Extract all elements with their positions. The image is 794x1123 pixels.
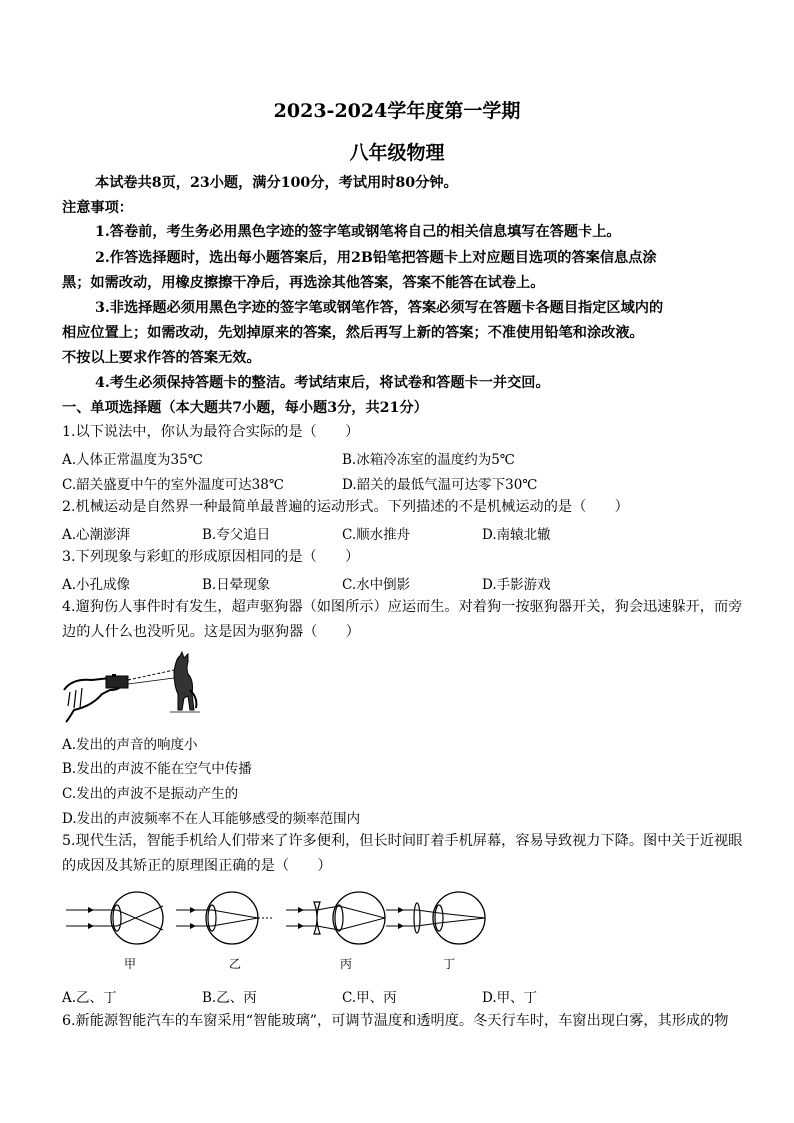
notice-line-7: 4.考生必须保持答题卡的整洁。考试结束后，将试卷和答题卡一并交回。	[95, 375, 550, 391]
page-title: 2023-2024学年度第一学期	[273, 100, 521, 122]
dog-repeller-illustration	[62, 650, 202, 725]
notice-line-1: 1.答卷前，考生务必用黑色字迹的签字笔或钢笔将自己的相关信息填写在答题卡上。	[95, 224, 621, 240]
q1-option-a: A.人体正常温度为35℃	[62, 452, 203, 468]
q6-stem-line-1: 6.新能源智能汽车的车窗采用“智能玻璃”，可调节温度和透明度。冬天行车时，车窗出现白雾，其形成的物	[62, 1013, 729, 1029]
q2-option-c: C.顺水推舟	[342, 527, 411, 543]
exam-intro: 本试卷共8页，23小题，满分100分，考试用时80分钟。	[95, 175, 458, 191]
eye-diagram-bing	[284, 888, 396, 948]
notice-line-3: 黑；如需改动，用橡皮擦擦干净后，再选涂其他答案，答案不能答在试卷上。	[62, 275, 545, 291]
page-subtitle: 八年级物理	[349, 142, 445, 164]
fig-label-yi: 乙	[229, 957, 242, 971]
eye-diagram-ding	[384, 888, 496, 948]
q5-option-d: D.甲、丁	[482, 990, 538, 1006]
q4-option-a: A.发出的声音的响度小	[62, 737, 198, 753]
fig-label-ding: 丁	[443, 957, 456, 971]
q3-stem: 3.下列现象与彩虹的形成原因相同的是（ ）	[62, 549, 360, 565]
q1-stem: 1.以下说法中，你认为最符合实际的是（ ）	[62, 424, 360, 440]
eye-diagram-yi	[172, 888, 282, 948]
q3-option-d: D.手影游戏	[482, 577, 551, 593]
notice-line-5: 相应位置上；如需改动，先划掉原来的答案，然后再写上新的答案；不准使用铅笔和涂改液。	[62, 325, 644, 341]
notice-line-6: 不按以上要求作答的答案无效。	[62, 350, 261, 366]
q4-stem-line-1: 4.遛狗伤人事件时有发生，超声驱狗器（如图所示）应运而生。对着狗一按驱狗器开关，狗会迅速躲开，而旁	[62, 599, 743, 615]
fig-label-bing: 丙	[340, 957, 353, 971]
q4-option-c: C.发出的声波不是振动产生的	[62, 786, 239, 802]
q2-option-b: B.夸父追日	[202, 527, 271, 543]
q4-option-d: D.发出的声波频率不在人耳能够感受的频率范围内	[62, 811, 361, 827]
q5-option-c: C.甲、丙	[342, 990, 397, 1006]
q3-option-b: B.日晕现象	[202, 577, 271, 593]
q3-option-a: A.小孔成像	[62, 577, 131, 593]
q4-option-b: B.发出的声波不能在空气中传播	[62, 761, 252, 777]
section-heading: 一、单项选择题（本大题共7小题，每小题3分，共21分）	[62, 400, 428, 416]
q5-option-a: A.乙、丁	[62, 990, 117, 1006]
notice-line-2: 2.作答选择题时，选出每小题答案后，用2B铅笔把答题卡上对应题目选项的答案信息点涂	[95, 250, 657, 266]
q5-stem-line-2: 的成因及其矫正的原理图正确的是（ ）	[62, 858, 332, 874]
q5-option-b: B.乙、丙	[202, 990, 257, 1006]
q4-stem-line-2: 边的人什么也没听见。这是因为驱狗器（ ）	[62, 624, 360, 640]
q5-stem-line-1: 5.现代生活，智能手机给人们带来了许多便利，但长时间盯着手机屏幕，容易导致视力下降。图中关于近视眼	[62, 833, 743, 849]
q1-option-d: D.韶关的最低气温可达零下30℃	[342, 477, 538, 493]
q2-option-d: D.南辕北辙	[482, 527, 551, 543]
q1-option-c: C.韶关盛夏中午的室外温度可达38℃	[62, 477, 284, 493]
q2-option-a: A.心潮澎湃	[62, 527, 131, 543]
fig-label-jia: 甲	[124, 957, 137, 971]
notice-heading: 注意事项：	[62, 200, 133, 216]
notice-line-4: 3.非选择题必须用黑色字迹的签字笔或钢笔作答，答案必须写在答题卡各题目指定区域内的	[95, 300, 664, 316]
q1-option-b: B.冰箱冷冻室的温度约为5℃	[342, 452, 515, 468]
q2-stem: 2.机械运动是自然界一种最简单最普遍的运动形式。下列描述的不是机械运动的是（ ）	[62, 499, 629, 515]
q3-option-c: C.水中倒影	[342, 577, 411, 593]
eye-diagram-jia	[62, 888, 172, 948]
